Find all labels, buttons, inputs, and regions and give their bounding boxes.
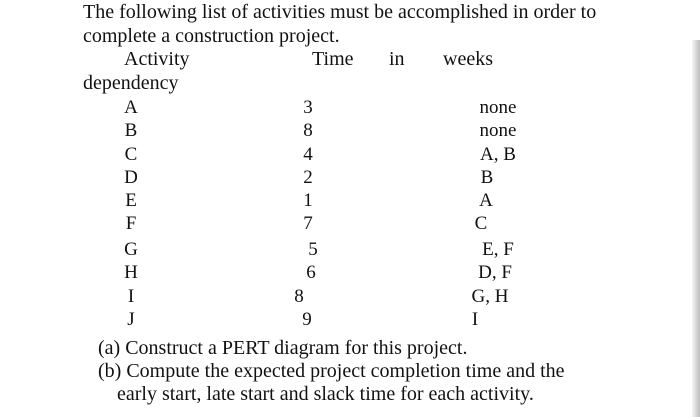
row-j-activity: J — [127, 309, 135, 330]
row-h-activity: H — [124, 262, 138, 283]
row-g-activity: G — [124, 239, 138, 260]
header-activity: Activity — [124, 48, 190, 70]
row-e-time: 1 — [303, 190, 313, 211]
row-d-time: 2 — [303, 167, 313, 188]
row-e-activity: E — [125, 190, 137, 211]
question-b-line-2: early start, late start and slack time for each activity. — [117, 383, 534, 405]
intro-line-1: The following list of activities must be accomplished in order to — [83, 1, 597, 23]
row-f-activity: F — [125, 213, 137, 234]
row-j-time: 9 — [302, 309, 312, 330]
header-weeks: weeks — [443, 48, 493, 70]
row-a-time: 3 — [303, 97, 313, 118]
row-c-time: 4 — [303, 144, 313, 165]
row-h-dependency: D, F — [478, 262, 512, 283]
row-b-time: 8 — [303, 120, 313, 141]
header-time: Time — [312, 48, 354, 70]
row-i-activity: I — [127, 286, 135, 307]
row-d-activity: D — [124, 167, 138, 188]
header-dependency: dependency — [83, 72, 179, 94]
row-e-dependency: A — [479, 190, 493, 211]
row-c-dependency: A, B — [480, 144, 516, 165]
question-a: (a) Construct a PERT diagram for this project. — [98, 337, 468, 359]
header-in: in — [389, 48, 405, 70]
row-f-time: 7 — [303, 213, 313, 234]
row-d-dependency: B — [480, 167, 494, 188]
scrollbar-edge[interactable] — [692, 40, 700, 417]
row-g-dependency: E, F — [482, 239, 514, 260]
row-f-dependency: C — [474, 213, 488, 234]
row-b-dependency: none — [479, 120, 517, 141]
intro-line-2: complete a construction project. — [83, 25, 340, 47]
row-b-activity: B — [124, 120, 138, 141]
row-j-dependency: I — [471, 309, 479, 330]
row-i-dependency: G, H — [471, 286, 509, 307]
row-c-activity: C — [124, 144, 138, 165]
row-h-time: 6 — [306, 262, 316, 283]
row-g-time: 5 — [308, 239, 318, 260]
row-i-time: 8 — [294, 286, 304, 307]
question-b-line-1: (b) Compute the expected project completion time and the — [98, 360, 565, 382]
row-a-activity: A — [124, 97, 138, 118]
row-a-dependency: none — [479, 97, 517, 118]
